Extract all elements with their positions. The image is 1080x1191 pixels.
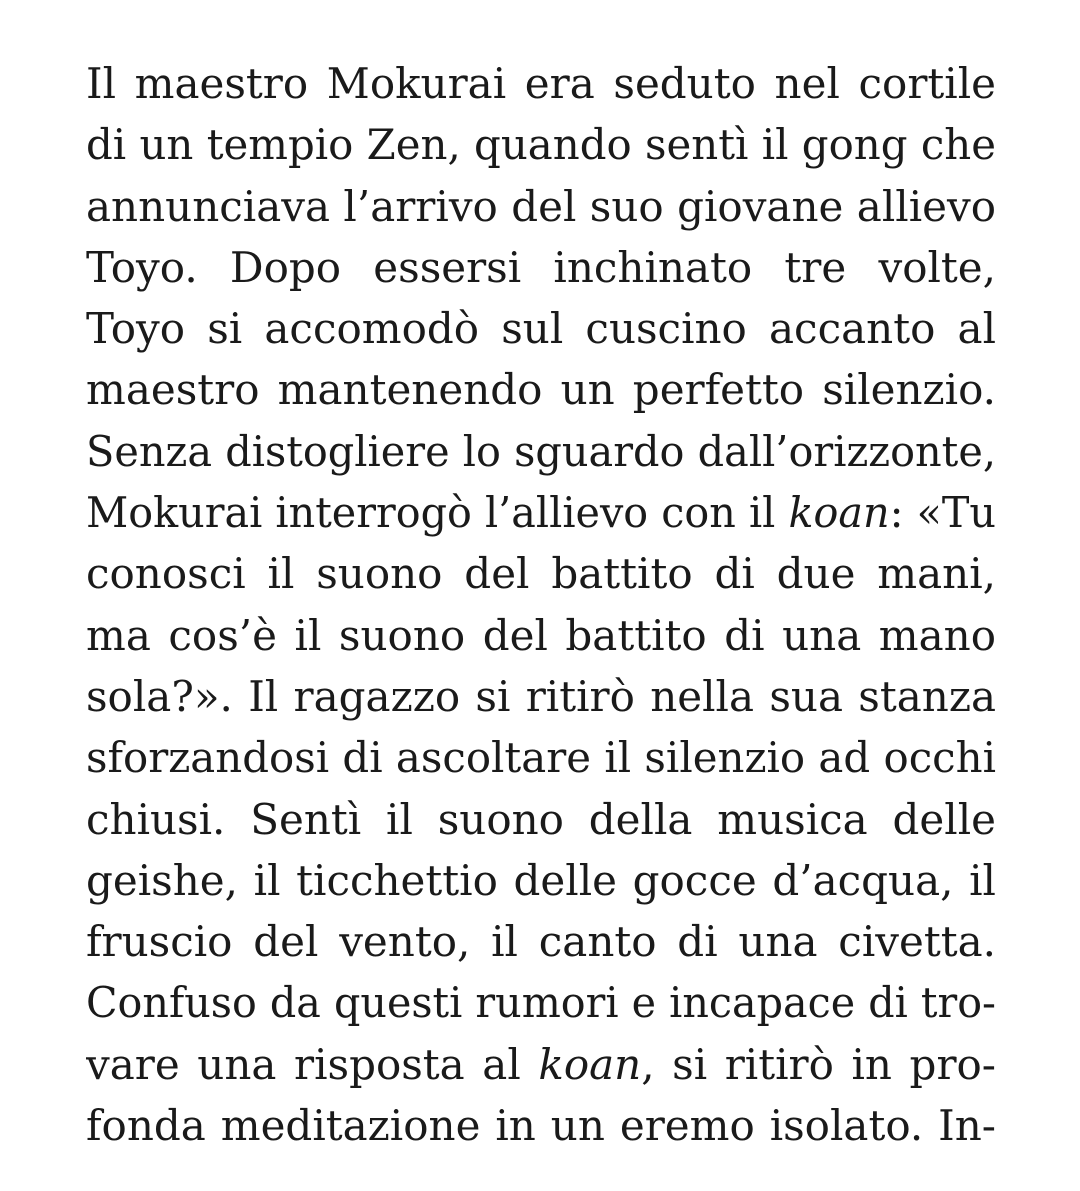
text-line: Il maestro Mokurai era seduto nel cortile [86, 59, 996, 108]
text-line: chiusi. Sentì il suono della musica delle [86, 794, 996, 844]
italic-term: koan [788, 488, 890, 538]
text-line: Toyo si accomodò sul cuscino accanto al [86, 304, 996, 354]
text-line: Confuso da questi rumori e incapace di tro- [86, 978, 996, 1028]
italic-term: koan [538, 1039, 642, 1089]
text-line: maestro mantenendo un perfetto silenzio. [86, 365, 996, 415]
text-line: vare una risposta al koan, si ritirò in pro- [86, 1039, 996, 1089]
text-line: fruscio del vento, il canto di una civetta. [86, 917, 996, 967]
text-line: geishe, il ticchettio delle gocce d’acqua, il [86, 855, 996, 905]
book-page [86, 53, 996, 1156]
text-line: annunciava l’arrivo del suo giovane allievo [86, 181, 996, 231]
text-line: Mokurai interrogò l’allievo con il koan: «Tu [86, 488, 996, 538]
text-line: fonda meditazione in un eremo isolato. In- [86, 1101, 996, 1151]
text-line: sola?». Il ragazzo si ritirò nella sua stanza [86, 671, 996, 721]
text-line: Toyo. Dopo essersi inchinato tre volte, [86, 242, 996, 292]
text-line: Senza distogliere lo sguardo dall’orizzonte, [86, 426, 996, 476]
text-line: sforzandosi di ascoltare il silenzio ad occhi [86, 733, 996, 783]
text-line: ma cos’è il suono del battito di una mano [86, 610, 996, 660]
text-line: conosci il suono del battito di due mani, [86, 549, 996, 599]
text-line: di un tempio Zen, quando sentì il gong che [86, 120, 996, 170]
